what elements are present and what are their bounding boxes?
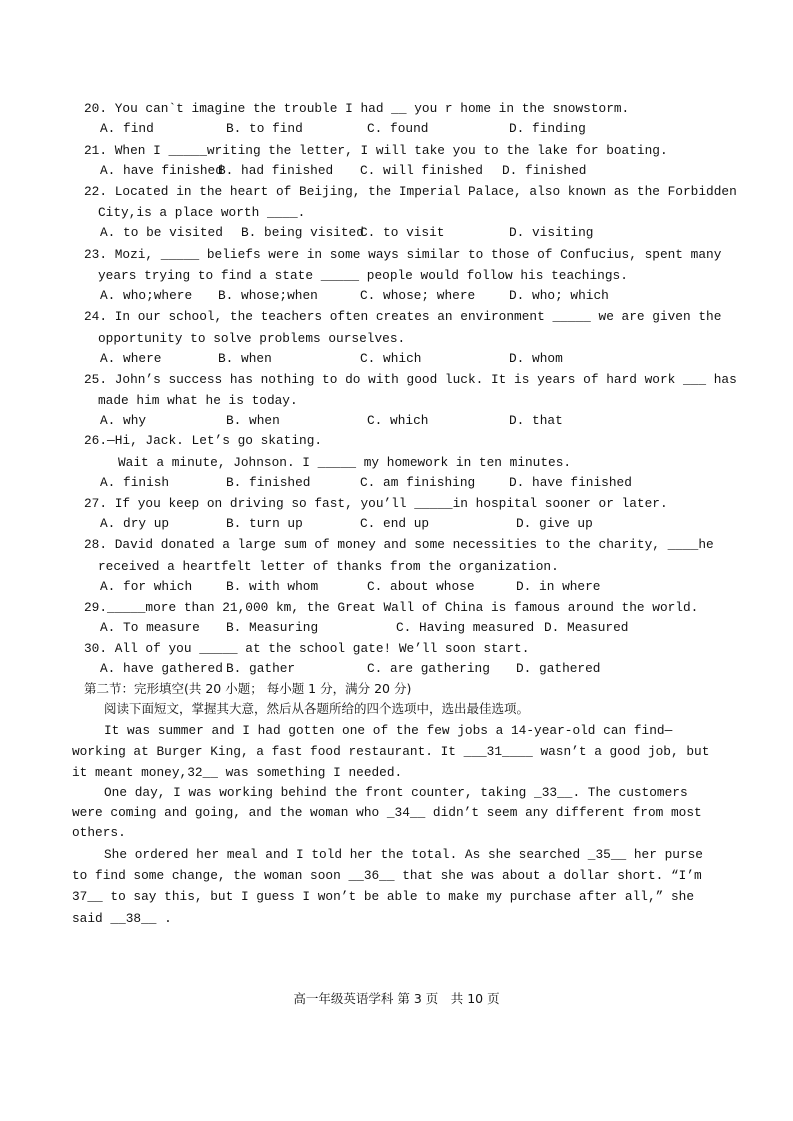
question-27-option-a: A. dry up xyxy=(100,516,170,531)
section-2-heading: 第二节：完形填空(共 20 小题； 每小题 1 分，满分 20 分) xyxy=(84,681,412,696)
question-25-option-a: A. why xyxy=(100,413,147,428)
question-29-option-c: C. Having measured xyxy=(396,620,535,635)
question-30-stem: 30. All of you _____ at the school gate! We’ll soon start. xyxy=(84,641,530,656)
passage-line-2: working at Burger King, a fast food restaurant. It ___31____ wasn’t a good job, but xyxy=(72,744,710,759)
question-22-option-d: D. visiting xyxy=(509,225,594,240)
question-29-option-b: B. Measuring xyxy=(226,620,319,635)
question-29-stem: 29._____more than 21,000 km, the Great Wall of China is famous around the world. xyxy=(84,600,699,615)
passage-line-8: to find some change, the woman soon __36__ that she was about a dollar short. “I’m xyxy=(72,868,702,883)
question-22-stem-line-2: City,is a place worth ____. xyxy=(98,205,306,220)
question-22-stem-line-1: 22. Located in the heart of Beijing, the Imperial Palace, also known as the Forbidden xyxy=(84,184,737,199)
question-22-option-a: A. to be visited xyxy=(100,225,223,240)
question-21-option-a: A. have finished xyxy=(100,163,223,178)
question-26-option-d: D. have finished xyxy=(509,475,632,490)
question-26-option-b: B. finished xyxy=(226,475,311,490)
question-30-option-b: B. gather xyxy=(226,661,296,676)
question-28-option-a: A. for which xyxy=(100,579,193,594)
question-25-stem-line-2: made him what he is today. xyxy=(98,393,298,408)
question-23-option-d: D. who; which xyxy=(509,288,609,303)
question-28-option-c: C. about whose xyxy=(367,579,475,594)
question-28-option-b: B. with whom xyxy=(226,579,319,594)
question-23-stem-line-2: years trying to find a state _____ people would follow his teachings. xyxy=(98,268,628,283)
passage-line-7: She ordered her meal and I told her the total. As she searched _35__ her purse xyxy=(104,847,703,862)
question-25-stem-line-1: 25. John’s success has nothing to do with good luck. It is years of hard work ___ has xyxy=(84,372,737,387)
question-27-option-d: D. give up xyxy=(516,516,593,531)
section-2-instruction: 阅读下面短文，掌握其大意，然后从各题所给的四个选项中，选出最佳选项。 xyxy=(104,701,530,716)
passage-line-3: it meant money,32__ was something I needed. xyxy=(72,765,403,780)
question-27-option-b: B. turn up xyxy=(226,516,303,531)
question-28-option-d: D. in where xyxy=(516,579,601,594)
passage-line-9: 37__ to say this, but I guess I won’t be able to make my purchase after all,” she xyxy=(72,889,695,904)
question-20-option-b: B. to find xyxy=(226,121,303,136)
question-24-option-a: A. where xyxy=(100,351,162,366)
question-23-option-c: C. whose; where xyxy=(360,288,476,303)
question-29-option-a: A. To measure xyxy=(100,620,200,635)
question-20-option-d: D. finding xyxy=(509,121,586,136)
question-21-option-b: B. had finished xyxy=(218,163,334,178)
question-28-stem-line-2: received a heartfelt letter of thanks from the organization. xyxy=(98,559,559,574)
question-24-option-c: C. which xyxy=(360,351,422,366)
question-24-stem-line-1: 24. In our school, the teachers often creates an environment _____ we are given the xyxy=(84,309,722,324)
question-22-option-c: C. to visit xyxy=(360,225,445,240)
question-25-option-d: D. that xyxy=(509,413,563,428)
page-footer: 高一年级英语学科 第 3 页 共 10 页 xyxy=(293,991,500,1006)
question-30-option-a: A. have gathered xyxy=(100,661,223,676)
question-25-option-c: C. which xyxy=(367,413,429,428)
question-26-option-a: A. finish xyxy=(100,475,170,490)
question-21-stem: 21. When I _____writing the letter, I will take you to the lake for boating. xyxy=(84,143,668,158)
passage-line-5: were coming and going, and the woman who _34__ didn’t seem any different from most xyxy=(72,805,702,820)
question-20-option-a: A. find xyxy=(100,121,154,136)
question-29-option-d: D. Measured xyxy=(544,620,629,635)
passage-line-6: others. xyxy=(72,825,126,840)
question-30-option-d: D. gathered xyxy=(516,661,601,676)
question-27-stem: 27. If you keep on driving so fast, you’ll _____in hospital sooner or later. xyxy=(84,496,668,511)
question-26-option-c: C. am finishing xyxy=(360,475,476,490)
question-20-stem: 20. You can`t imagine the trouble I had __ you r home in the snowstorm. xyxy=(84,101,630,116)
question-24-option-b: B. when xyxy=(218,351,272,366)
question-23-option-a: A. who;where xyxy=(100,288,193,303)
question-22-option-b: B. being visited xyxy=(241,225,364,240)
question-21-option-d: D. finished xyxy=(502,163,587,178)
question-20-option-c: C. found xyxy=(367,121,429,136)
question-24-option-d: D. whom xyxy=(509,351,563,366)
question-27-option-c: C. end up xyxy=(360,516,430,531)
question-23-option-b: B. whose;when xyxy=(218,288,318,303)
question-28-stem-line-1: 28. David donated a large sum of money and some necessities to the charity, ____he xyxy=(84,537,714,552)
passage-line-4: One day, I was working behind the front counter, taking _33__. The customers xyxy=(104,785,688,800)
question-24-stem-line-2: opportunity to solve problems ourselves. xyxy=(98,331,406,346)
passage-line-1: It was summer and I had gotten one of the few jobs a 14-year-old can find— xyxy=(104,723,673,738)
question-30-option-c: C. are gathering xyxy=(367,661,490,676)
question-26-stem-line-1: 26.—Hi, Jack. Let’s go skating. xyxy=(84,433,323,448)
question-25-option-b: B. when xyxy=(226,413,280,428)
question-21-option-c: C. will finished xyxy=(360,163,483,178)
passage-line-10: said __38__ . xyxy=(72,911,172,926)
question-26-stem-line-2: Wait a minute, Johnson. I _____ my homework in ten minutes. xyxy=(118,455,572,470)
question-23-stem-line-1: 23. Mozi, _____ beliefs were in some ways similar to those of Confucius, spent many xyxy=(84,247,722,262)
